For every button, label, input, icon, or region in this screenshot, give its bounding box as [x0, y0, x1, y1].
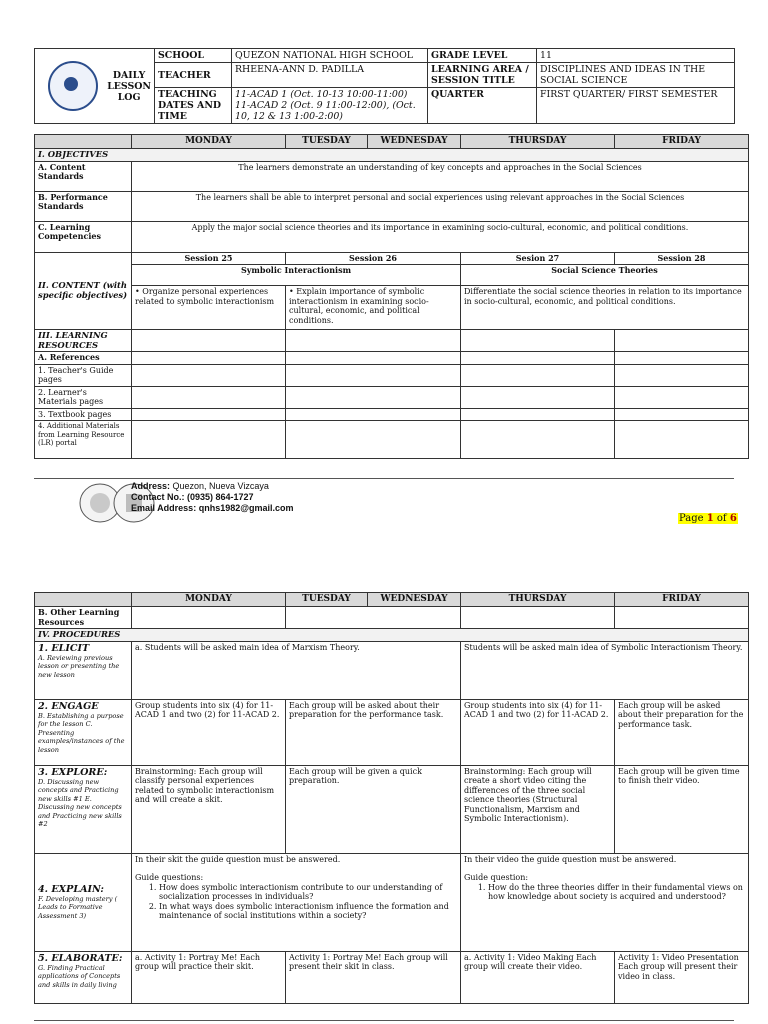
day-thursday: THURSDAY: [461, 135, 615, 149]
teachers-guide-label: 1. Teacher's Guide pages: [35, 364, 132, 386]
objective-thursday: Differentiate the social science theories in relation to its importance in socio-cultural, economic, and political conditions.: [461, 286, 749, 330]
dll-title: DAILY LESSON LOG: [107, 69, 151, 103]
grade-label: GRADE LEVEL: [428, 49, 537, 63]
teacher-value: RHEENA-ANN D. PADILLA: [232, 63, 428, 88]
content-standards-label: A. Content Standards: [35, 161, 132, 191]
learners-materials-label: 2. Learner's Materials pages: [35, 386, 132, 408]
engage-thursday: Group students into six (4) for 11- ACAD 1 and two (2) for 11-ACAD 2.: [461, 699, 615, 765]
engage-tuesday: Each group will be asked about their preparation for the performance task.: [286, 699, 461, 765]
competencies-label: C. Learning Competencies: [35, 221, 132, 252]
day-friday-2: FRIDAY: [615, 593, 749, 607]
day-wednesday-2: WEDNESDAY: [368, 593, 461, 607]
engage-friday: Each group will be asked about their preparation for the performance task.: [615, 699, 749, 765]
area-label: LEARNING AREA / SESSION TITLE: [428, 63, 537, 88]
engage-desc: B. Establishing a purpose for the lesson C. Presenting examples/instances of the lesson: [38, 711, 125, 754]
day-tuesday: TUESDAY: [286, 135, 368, 149]
email-value: qnhs1982@gmail.com: [196, 503, 294, 513]
explain-desc: F. Developing mastery ( Leads to Formative Assessment 3): [38, 894, 118, 920]
elaborate-desc: G. Finding Practical applications of Concepts and skills in daily living: [38, 963, 121, 989]
competencies: Apply the major social science theories and its importance in examining socio-cultural, economic, and political conditions.: [132, 221, 749, 252]
day-monday-2: MONDAY: [132, 593, 286, 607]
engage-monday: Group students into six (4) for 11- ACAD 1 and two (2) for 11-ACAD 2.: [132, 699, 286, 765]
teacher-label: TEACHER: [155, 63, 232, 88]
elicit-label-cell: [35, 641, 132, 699]
deped-seal-icon: [48, 61, 98, 111]
elicit-title: 1. ELICIT: [38, 642, 90, 654]
elaborate-monday: a. Activity 1: Portray Me! Each group will practice their skit.: [132, 951, 286, 1003]
address-value: Quezon, Nueva Vizcaya: [170, 481, 269, 491]
quarter-value: FIRST QUARTER/ FIRST SEMESTER: [537, 88, 735, 124]
other-resources-label: B. Other Learning Resources: [35, 607, 132, 629]
elicit-desc: A. Reviewing previous lesson or presenting the new lesson: [38, 653, 120, 679]
contact-value: (0935) 864-1727: [184, 492, 254, 502]
dates-value: 11-ACAD 1 (Oct. 10-13 10:00-11:00) 11-ACAD 2 (Oct. 9 11:00-12:00), (Oct. 10, 12 & 13 1:00-2:00): [232, 88, 428, 124]
explore-friday: Each group will be given time to finish their video.: [615, 765, 749, 853]
header-table: [34, 48, 735, 124]
guide-question-1: 1. How does symbolic interactionism contribute to our understanding of socialization processes in individuals?: [159, 883, 457, 902]
guide-question-thu-1: 1. How do the three theories differ in their fundamental views on how knowledge about society is acquired and understood?: [488, 883, 745, 902]
objective-tuesday: • Explain importance of symbolic interactionism in examining socio-cultural, economic, and political conditions.: [286, 286, 461, 330]
day-monday: MONDAY: [132, 135, 286, 149]
page-footer: [34, 478, 734, 513]
references-label: A. References: [35, 352, 132, 365]
explain-monday: In their skit the guide question must be answered. Guide questions: 1. How does symbolic interactionism contribute to our understanding of socialization processes in individuals? 2. In what ways does symbolic interactionism influence the formation and maintenance of social institutions within a society?: [132, 853, 461, 951]
grade-value: 11: [537, 49, 735, 63]
session-28: Session 28: [615, 252, 749, 265]
area-value: DISCIPLINES AND IDEAS IN THE SOCIAL SCIENCE: [537, 63, 735, 88]
topic-social-science-theories: Social Science Theories: [461, 265, 749, 286]
bottom-divider: [34, 1020, 734, 1021]
address-label: Address:: [131, 481, 171, 491]
footer-contact: [131, 481, 294, 514]
day-friday: FRIDAY: [615, 135, 749, 149]
day-thursday-2: THURSDAY: [461, 593, 615, 607]
engage-label-cell: [35, 699, 132, 765]
session-25: Session 25: [132, 252, 286, 265]
section-resources: III. LEARNING RESOURCES: [35, 330, 132, 352]
day-tuesday-2: TUESDAY: [286, 593, 368, 607]
explore-label-cell: [35, 765, 132, 853]
email-label: Email Address:: [131, 503, 197, 513]
page-indicator: Page 1 of 6: [679, 513, 737, 524]
explore-thursday: Brainstorming: Each group will create a short video citing the differences of the three social science theories (Structural Functionalism, Marxism and Symbolic Interactionism).: [461, 765, 615, 853]
explore-desc: D. Discussing new concepts and Practicing new skills #1 E. Discussing new concepts and Practicing new skills #2: [38, 777, 122, 828]
explore-monday: Brainstorming: Each group will classify personal experiences related to symbolic interactionism and will create a skit.: [132, 765, 286, 853]
elaborate-thursday: a. Activity 1: Video Making Each group will create their video.: [461, 951, 615, 1003]
explain-label-cell: [35, 853, 132, 951]
content-standards: The learners demonstrate an understanding of key concepts and approaches in the Social Sciences: [132, 161, 749, 191]
elaborate-tuesday: Activity 1: Portray Me! Each group will present their skit in class.: [286, 951, 461, 1003]
session-27: Sesion 27: [461, 252, 615, 265]
elaborate-friday: Activity 1: Video Presentation Each group will present their video in class.: [615, 951, 749, 1003]
header-logo-cell: [35, 49, 155, 124]
session-26: Session 26: [286, 252, 461, 265]
explore-tuesday: Each group will be given a quick preparation.: [286, 765, 461, 853]
day-wednesday: WEDNESDAY: [368, 135, 461, 149]
elicit-thursday: Students will be asked main idea of Symbolic Interactionism Theory.: [461, 641, 749, 699]
procedures-table: [34, 592, 749, 1004]
performance-standards: The learners shall be able to interpret personal and social experiences using relevant approaches in the Social Sciences: [132, 191, 749, 221]
content-label: II. CONTENT (with specific objectives): [35, 252, 132, 330]
dates-label: TEACHING DATES AND TIME: [155, 88, 232, 124]
engage-title: 2. ENGAGE: [38, 700, 99, 712]
lr-portal-label: 4. Additional Materials from Learning Resource (LR) portal: [35, 421, 132, 459]
school-label: SCHOOL: [155, 49, 232, 63]
elaborate-label-cell: [35, 951, 132, 1003]
section-objectives: I. OBJECTIVES: [35, 149, 749, 162]
explain-title: 4. EXPLAIN:: [38, 883, 104, 895]
objective-monday: • Organize personal experiences related to symbolic interactionism: [132, 286, 286, 330]
guide-question-2: 2. In what ways does symbolic interactionism influence the formation and maintenance of social institutions within a society?: [159, 902, 457, 921]
school-value: QUEZON NATIONAL HIGH SCHOOL: [232, 49, 428, 63]
performance-standards-label: B. Performance Standards: [35, 191, 132, 221]
elaborate-title: 5. ELABORATE:: [38, 952, 123, 964]
textbook-label: 3. Textbook pages: [35, 408, 132, 421]
quarter-label: QUARTER: [428, 88, 537, 124]
explore-title: 3. EXPLORE:: [38, 766, 108, 778]
contact-label: Contact No.:: [131, 492, 185, 502]
objectives-table: [34, 134, 749, 459]
topic-symbolic-interactionism: Symbolic Interactionism: [132, 265, 461, 286]
elicit-monday: a. Students will be asked main idea of Marxism Theory.: [132, 641, 461, 699]
explain-thursday: In their video the guide question must be answered. Guide question: 1. How do the three theories differ in their fundamental views on how knowledge about society is acquired and understood?: [461, 853, 749, 951]
section-procedures: IV. PROCEDURES: [35, 629, 749, 642]
